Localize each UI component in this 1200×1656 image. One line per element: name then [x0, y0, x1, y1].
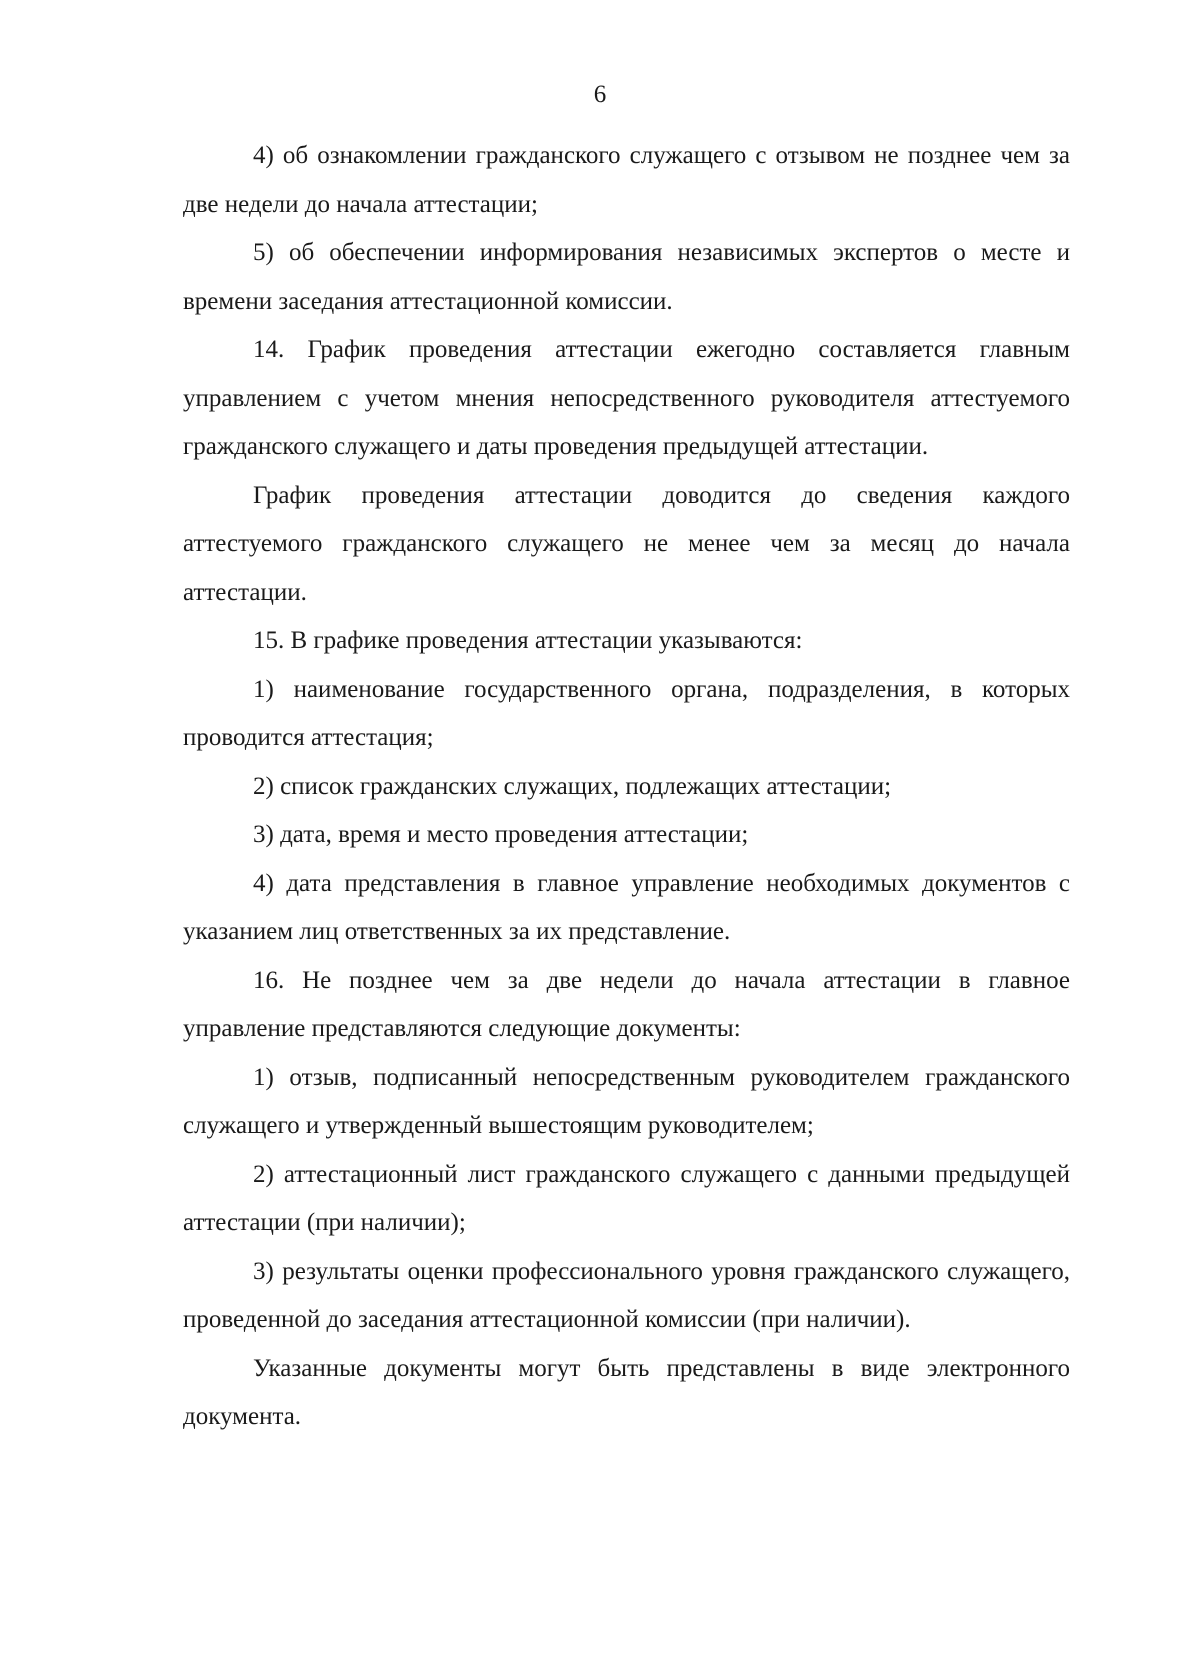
- list-item-2-servants-list: 2) список гражданских служащих, подлежащих аттестации;: [253, 772, 892, 800]
- paragraph-schedule-notification: График проведения аттестации доводится до сведения каждого аттестуемого гражданского служащего не менее чем за месяц до начала аттестации.: [183, 481, 1070, 606]
- page-number: 6: [593, 81, 607, 108]
- list-item-2-attestation-sheet: 2) аттестационный лист гражданского служащего с данными предыдущей аттестации (при наличии);: [183, 1160, 1070, 1236]
- paragraph-electronic-documents: Указанные документы могут быть представлены в виде электронного документа.: [183, 1354, 1070, 1430]
- paragraph-item-5-experts-notice: 5) об обеспечении информирования независимых экспертов о месте и времени заседания аттестационной комиссии.: [183, 239, 1070, 315]
- paragraph-15-schedule-contents: 15. В графике проведения аттестации указываются:: [253, 627, 803, 654]
- list-item-1-review: 1) отзыв, подписанный непосредственным руководителем гражданского служащего и утвержденный вышестоящим руководителем;: [183, 1063, 1070, 1139]
- list-item-3-date-time-place: 3) дата, время и место проведения аттестации;: [253, 821, 749, 848]
- paragraph-14-schedule: 14. График проведения аттестации ежегодно составляется главным управлением с учетом мнения непосредственного руководителя аттестуемого гражданского служащего и даты проведения предыдущей аттестации.: [183, 336, 1070, 460]
- list-item-3-assessment-results: 3) результаты оценки профессионального уровня гражданского служащего, проведенной до заседания аттестационной комиссии (при наличии).: [183, 1257, 1070, 1333]
- list-item-4-documents-date: 4) дата представления в главное управление необходимых документов с указанием лиц ответственных за их представление.: [183, 869, 1070, 945]
- paragraph-16-documents: 16. Не позднее чем за две недели до начала аттестации в главное управление представляются следующие документы:: [183, 966, 1070, 1042]
- document-body: [183, 132, 1070, 1442]
- paragraph-item-4-familiarization: 4) об ознакомлении гражданского служащего с отзывом не позднее чем за две недели до начала аттестации;: [183, 142, 1070, 218]
- list-item-1-organ-name: 1) наименование государственного органа, подразделения, в которых проводится аттестация;: [183, 675, 1070, 751]
